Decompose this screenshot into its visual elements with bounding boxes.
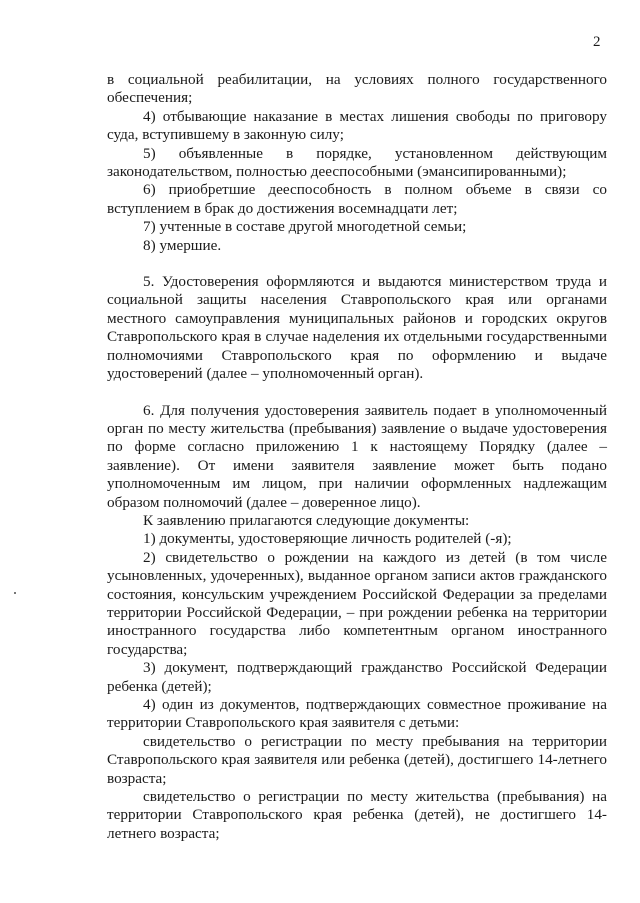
paragraph: 4) отбывающие наказание в местах лишения свободы по приговору суда, вступившему в законную силу; [107, 107, 607, 144]
document-body [107, 71, 607, 843]
paragraph: в социальной реабилитации, на условиях полного государственного обеспечения; [107, 71, 607, 107]
scan-mark [14, 592, 16, 594]
paragraph: 5. Удостоверения оформляются и выдаются министерством труда и социальной защиты населения Ставропольского края или органами местного самоуправления муниципальных районов и городских округов Ставропольского края в случае наделения их отдельными государственными полномочиями Ставропольского края по оформлению и выдаче удостоверений (далее – уполномоченный орган). [107, 273, 607, 383]
paragraph: 7) учтенные в составе другой многодетной семьи; [143, 218, 467, 236]
paragraph: 1) документы, удостоверяющие личность родителей (-я); [143, 530, 512, 548]
paragraph: 4) один из документов, подтверждающих совместное проживание на территории Ставропольского края заявителя с детьми: [107, 696, 607, 732]
page-number: 2 [593, 34, 601, 50]
paragraph: 6. Для получения удостоверения заявитель подает в уполномоченный орган по месту жительства (пребывания) заявление о выдаче удостоверения по форме согласно приложению 1 к настоящему Порядку (далее – заявление). От имени заявителя заявление может быть подано уполномоченным им лицом, при наличии оформленных надлежащим образом полномочий (далее – доверенное лицо). [107, 401, 607, 511]
paragraph: 2) свидетельство о рождении на каждого из детей (в том числе усыновленных, удочеренных), выданное органом записи актов гражданского состояния, консульским учреждением Российской Федерации за пределами территории Российской Федерации, – при рождении ребенка на территории иностранного государства либо компетентным органом иностранного государства; [107, 548, 607, 658]
paragraph: 3) документ, подтверждающий гражданство Российской Федерации ребенка (детей); [107, 659, 607, 695]
paragraph: свидетельство о регистрации по месту жительства (пребывания) на территории Ставропольского края ребенка (детей), не достигшего 14-летнего возраста; [107, 788, 607, 842]
paragraph: 5) объявленные в порядке, установленном действующим законодательством, полностью дееспособными (эмансипированными); [107, 144, 607, 181]
paragraph: свидетельство о регистрации по месту пребывания на территории Ставропольского края заявителя или ребенка (детей), достигшего 14-летнего возраста; [107, 732, 607, 787]
paragraph: 8) умершие. [143, 236, 222, 254]
paragraph: 6) приобретшие дееспособность в полном объеме в связи со вступлением в брак до достижения восемнадцати лет; [107, 181, 607, 217]
paragraph: К заявлению прилагаются следующие документы: [143, 511, 470, 529]
